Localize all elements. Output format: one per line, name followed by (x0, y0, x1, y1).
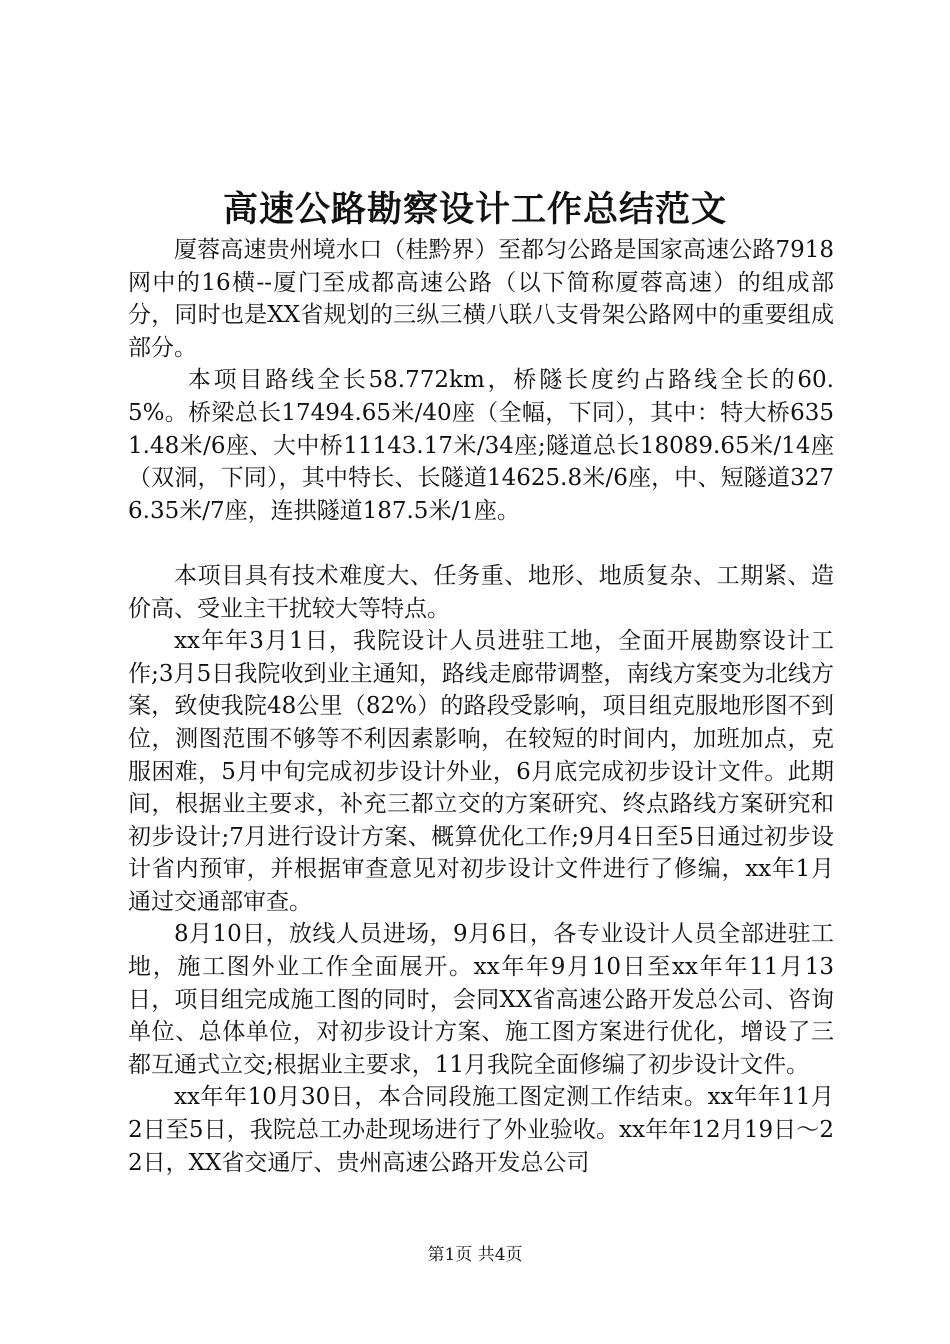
paragraph-preliminary-design: xx年年3月1日，我院设计人员进驻工地，全面开展勘察设计工作;3月5日我院收到业主通知，路线走廊带调整，南线方案变为北线方案，致使我院48公里（82%）的路段受影响，项目组克服地形图不到位，测图范围不够等不利因素影响，在较短的时间内，加班加点，克服困难，5月中旬完成初步设计外业，6月底完成初步设计文件。此期间，根据业主要求，补充三都立交的方案研究、终点路线方案研究和初步设计;7月进行设计方案、概算优化工作;9月4日至5日通过初步设计省内预审，并根据审查意见对初步设计文件进行了修编，xx年1月通过交通部审查。 (128, 628, 834, 915)
paragraph-construction-drawing: 8月10日，放线人员进场，9月6日，各专业设计人员全部进驻工地，施工图外业工作全面展开。xx年年9月10日至xx年年11月13日，项目组完成施工图的同时，会同XX省高速公路开发总公司、咨询单位、总体单位，对初步设计方案、施工图方案进行优化，增设了三都互通式立交;根据业主要求，11月我院全面修编了初步设计文件。 (128, 921, 834, 1078)
document-title: 高速公路勘察设计工作总结范文 (222, 189, 727, 230)
paragraph-route-stats: 本项目路线全长58.772km，桥隧长度约占路线全长的60.5%。桥梁总长17494.65米/40座（全幅，下同），其中：特大桥6351.48米/6座、大中桥11143.17米/34座;隧道总长18089.65米/14座（双洞，下同），其中特长、长隧道14625.8米/6座，中、短隧道3276.35米/7座，连拱隧道187.5米/1座。 (128, 367, 834, 524)
paragraph-survey-completion: xx年年10月30日，本合同段施工图定测工作结束。xx年年11月2日至5日，我院总工办赴现场进行了外业验收。xx年年12月19日～22日，XX省交通厅、贵州高速公路开发总公司 (128, 1084, 834, 1176)
page-number: 第1页 共4页 (427, 1245, 523, 1265)
document-body (128, 234, 834, 1179)
paragraph-intro: 厦蓉高速贵州境水口（桂黔界）至都匀公路是国家高速公路7918网中的16横--厦门至成都高速公路（以下简称厦蓉高速）的组成部分，同时也是XX省规划的三纵三横八联八支骨架公路网中的重要组成部分。 (128, 237, 834, 361)
paragraph-project-features: 本项目具有技术难度大、任务重、地形、地质复杂、工期紧、造价高、受业主干扰较大等特点。 (128, 562, 834, 622)
